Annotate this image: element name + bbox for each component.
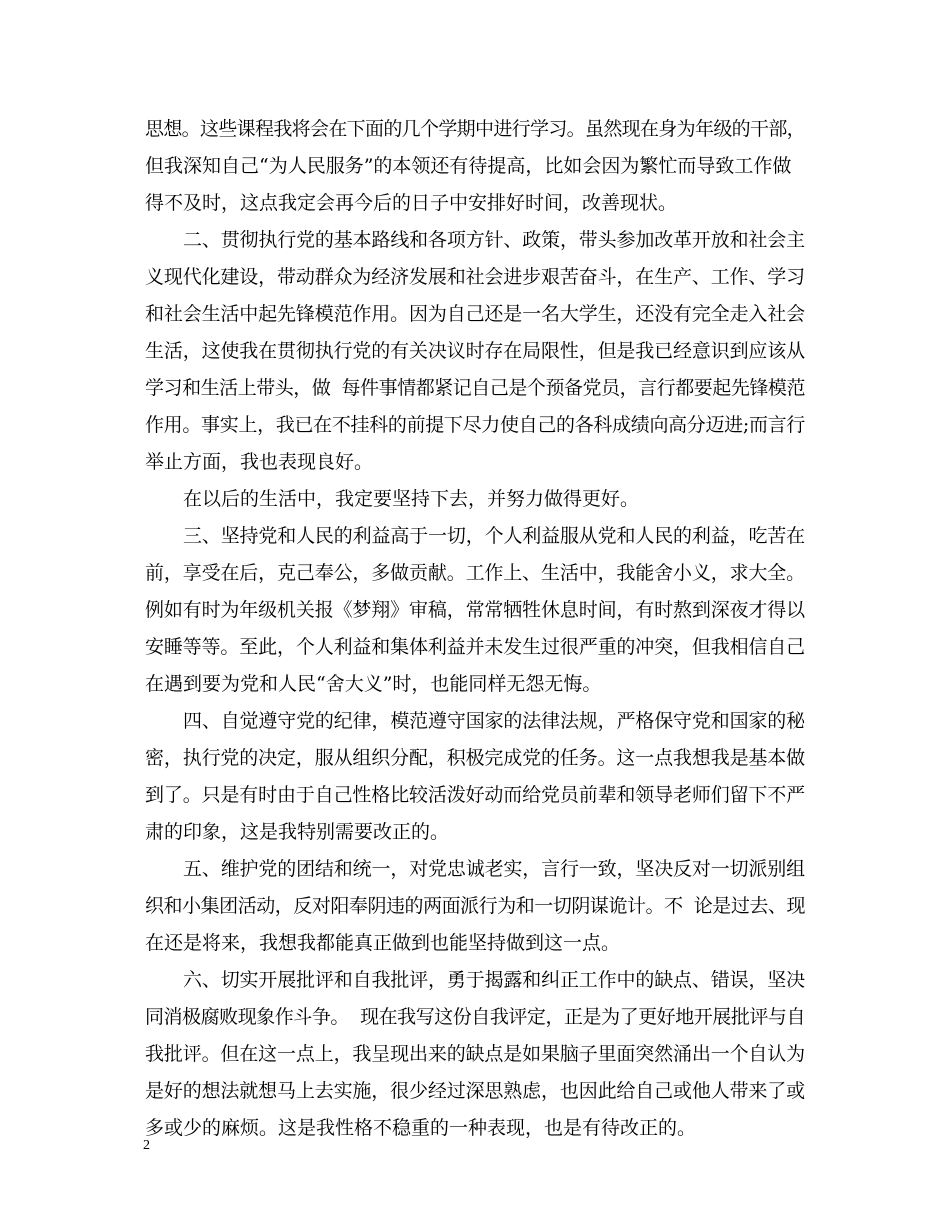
text-line: 织和小集团活动，反对阳奉阴违的两面派行为和一切阴谋诡计。不 论是过去、现 bbox=[145, 895, 805, 917]
text-line: 我批评。但在这一点上，我呈现出来的缺点是如果脑子里面突然涌出一个自认为 bbox=[145, 1043, 805, 1065]
text-line: 是好的想法就想马上去实施，很少经过深思熟虑，也因此给自己或他人带来了或 bbox=[145, 1080, 805, 1102]
text-line: 得不及时，这点我定会再今后的日子中安排好时间，改善现状。 bbox=[145, 192, 678, 214]
text-line: 同消极腐败现象作斗争。 现在我写这份自我评定，正是为了更好地开展批评与自 bbox=[145, 1006, 805, 1028]
text-line: 肃的印象，这是我特别需要改正的。 bbox=[145, 821, 450, 843]
text-line: 在遇到要为党和人民“舍大义”时，也能同样无怨无悔。 bbox=[145, 673, 602, 695]
text-line: 密，执行党的决定，服从组织分配，积极完成党的任务。这一点我想我是基本做 bbox=[145, 747, 805, 769]
page-number: 2 bbox=[143, 1138, 150, 1153]
text-line: 例如有时为年级机关报《梦翔》审稿，常常牺牲休息时间，有时熬到深夜才得以 bbox=[145, 599, 805, 621]
text-line: 思想。这些课程我将会在下面的几个学期中进行学习。虽然现在身为年级的干部， bbox=[145, 118, 805, 140]
text-line: 义现代化建设，带动群众为经济发展和社会进步艰苦奋斗，在生产、工作、学习 bbox=[145, 266, 805, 288]
text-line: 和社会生活中起先锋模范作用。因为自己还是一名大学生，还没有完全走入社会 bbox=[145, 303, 805, 325]
text-line: 五、维护党的团结和统一，对党忠诚老实，言行一致，坚决反对一切派别组 bbox=[183, 858, 805, 880]
text-line: 四、自觉遵守党的纪律，模范遵守国家的法律法规，严格保守党和国家的秘 bbox=[183, 710, 805, 732]
text-line: 学习和生活上带头，做 每件事情都紧记自己是个预备党员，言行都要起先锋模范 bbox=[145, 377, 805, 399]
text-line: 到了。只是有时由于自己性格比较活泼好动而给党员前辈和领导老师们留下不严 bbox=[145, 784, 805, 806]
text-line: 前，享受在后，克己奉公，多做贡献。工作上、生活中，我能舍小义，求大全。 bbox=[145, 562, 805, 584]
text-line: 但我深知自己“为人民服务”的本领还有待提高，比如会因为繁忙而导致工作做 bbox=[145, 155, 792, 177]
text-line: 作用。事实上，我已在不挂科的前提下尽力使自己的各科成绩向高分迈进;而言行 bbox=[145, 414, 805, 436]
text-line: 生活，这使我在贯彻执行党的有关决议时存在局限性，但是我已经意识到应该从 bbox=[145, 340, 805, 362]
text-line: 举止方面，我也表现良好。 bbox=[145, 451, 374, 473]
text-line: 三、坚持党和人民的利益高于一切，个人利益服从党和人民的利益，吃苦在 bbox=[183, 525, 805, 547]
text-line: 二、贯彻执行党的基本路线和各项方针、政策，带头参加改革开放和社会主 bbox=[183, 229, 805, 251]
text-line: 在以后的生活中，我定要坚持下去，并努力做得更好。 bbox=[183, 488, 640, 510]
text-line: 在还是将来，我想我都能真正做到也能坚持做到这一点。 bbox=[145, 932, 621, 954]
text-line: 六、切实开展批评和自我批评，勇于揭露和纠正工作中的缺点、错误，坚决 bbox=[183, 969, 805, 991]
text-line: 安睡等等。至此，个人利益和集体利益并未发生过很严重的冲突，但我相信自己 bbox=[145, 636, 805, 658]
text-line: 多或少的麻烦。这是我性格不稳重的一种表现，也是有待改正的。 bbox=[145, 1117, 697, 1139]
document-body bbox=[145, 111, 805, 1147]
